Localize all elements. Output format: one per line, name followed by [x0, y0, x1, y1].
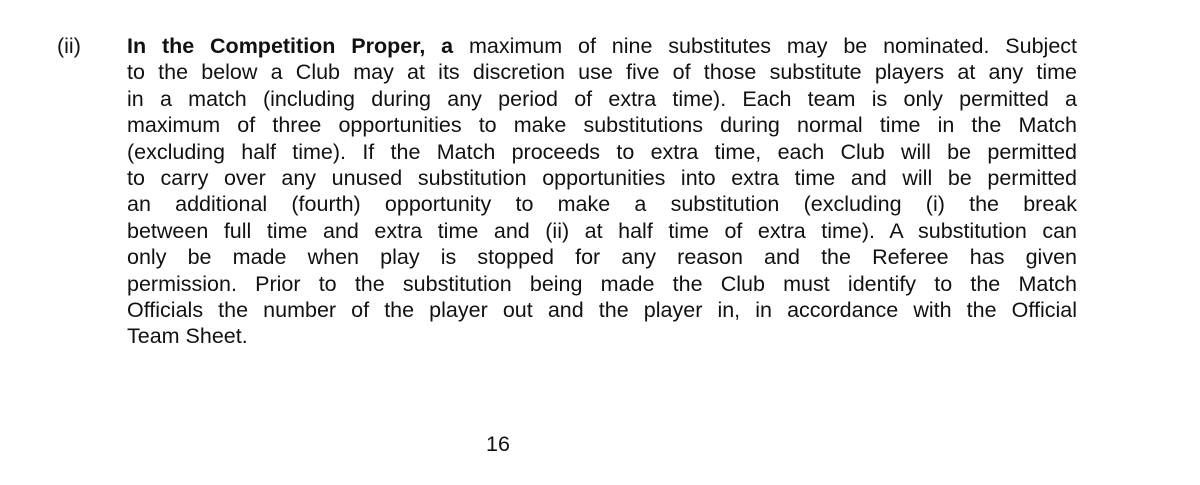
clause-line-8: between full time and extra time and (ii) at half time of extra time). A substitution can: [127, 218, 1077, 243]
clause-line-1-text: maximum of nine substitutes may be nominated. Subject: [453, 34, 1077, 58]
clause-lead-in: In the Competition Proper, a: [127, 34, 454, 58]
clause-line-3: in a match (including during any period of extra time). Each team is only permitted a: [127, 86, 1077, 111]
clause-line-9: only be made when play is stopped for any reason and the Referee has given: [127, 245, 1077, 270]
clause-body: [127, 33, 1077, 350]
clause-number: (ii): [57, 34, 81, 58]
clause-line-6: to carry over any unused substitution opportunities into extra time and will be permitted: [127, 166, 1077, 191]
clause-line-11: Officials the number of the player out and the player in, in accordance with the Official: [127, 298, 1077, 323]
clause-line-5: (excluding half time). If the Match proceeds to extra time, each Club will be permitted: [127, 139, 1077, 164]
page-number: 16: [486, 432, 510, 456]
clause-line-7: an additional (fourth) opportunity to make a substitution (excluding (i) the break: [127, 192, 1077, 217]
clause-line-4: maximum of three opportunities to make substitutions during normal time in the Match: [127, 113, 1077, 138]
clause-line-10: permission. Prior to the substitution being made the Club must identify to the Match: [127, 271, 1077, 296]
clause-line-12: Team Sheet.: [127, 324, 248, 349]
clause-line-1: [127, 33, 1077, 59]
clause-line-2: to the below a Club may at its discretion use five of those substitute players at any time: [127, 60, 1077, 85]
